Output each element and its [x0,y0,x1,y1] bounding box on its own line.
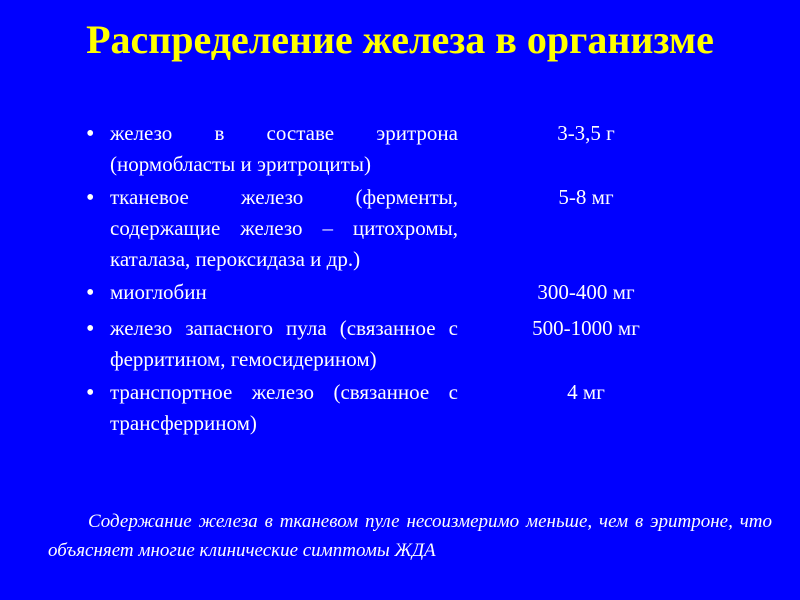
bullet-icon: • [86,121,95,147]
bullet-icon: • [86,315,95,342]
bullet-icon: • [86,379,95,406]
bullet-icon: • [86,280,95,306]
iron-distribution-list [86,118,706,441]
item-description: тканевое железо (ферменты, содержащие железо – цитохромы, каталаза, пероксидаза и др.) [110,185,458,271]
footer-note: Содержание железа в тканевом пуле несоизмеримо меньше, чем в эритроне, что объясняет многие клинические симптомы ЖДА [48,511,772,561]
item-description: миоглобин [110,280,207,304]
item-description: железо в составе эритрона (нормобласты и эритроциты) [110,121,458,176]
item-amount: 300-400 мг [537,280,635,304]
list-item [86,313,706,375]
item-amount: 3-3,5 г [557,121,615,145]
list-item [86,118,706,180]
item-amount: 500-1000 мг [532,315,640,340]
bullet-icon: • [86,185,95,211]
list-item [86,377,706,439]
item-description: транспортное железо (связанное с трансферрином) [110,379,458,435]
item-description: железо запасного пула (связанное с ферритином, гемосидерином) [110,315,458,371]
slide-title: Распределение железа в организме [86,17,714,62]
list-item [86,277,706,311]
list-item [86,182,706,275]
item-amount: 4 мг [567,379,605,404]
item-amount: 5-8 мг [558,185,614,209]
